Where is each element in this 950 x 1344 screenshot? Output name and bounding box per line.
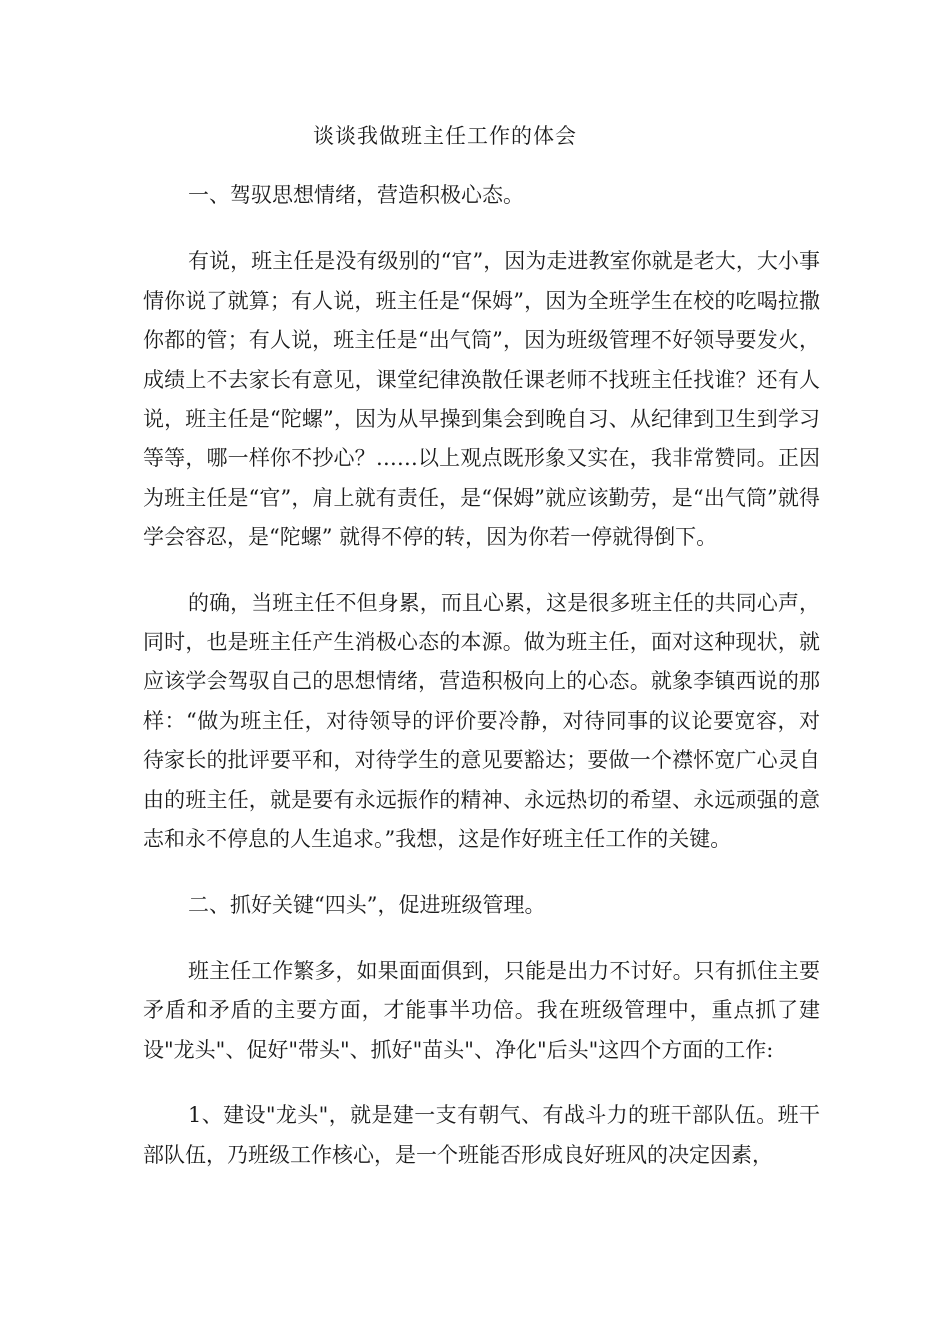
document-body <box>143 176 820 1175</box>
body-paragraph-1: 有说，班主任是没有级别的“官”，因为走进教室你就是老大，大小事情你说了就算；有人说，班主任是“保姆”，因为全班学生在校的吃喝拉撒你都的管；有人说，班主任是“出气筒”，因为班级管理不好领导要发火，成绩上不去家长有意见，课堂纪律涣散任课老师不找班主任找谁？还有人说，班主任是“陀螺”，因为从早操到集会到晚自习、从纪律到卫生到学习等等，哪一样你不抄心？……以上观点既形象又实在，我非常赞同。正因为班主任是“官”，肩上就有责任，是“保姆”就应该勤劳，是“出气筒”就得学会容忍，是“陀螺” 就得不停的转，因为你若一停就得倒下。 <box>143 249 820 550</box>
section-heading-1: 一、驾驭思想情绪，营造积极心态。 <box>188 183 524 207</box>
body-paragraph-2: 的确，当班主任不但身累，而且心累，这是很多班主任的共同心声，同时，也是班主任产生消极心态的本源。做为班主任，面对这种现状，就应该学会驾驭自己的思想情绪，营造积极向上的心态。就象李镇西说的那样：“做为班主任，对待领导的评价要冷静，对待同事的议论要宽容，对待家长的批评要平和，对待学生的意见要豁达；要做一个襟怀宽广心灵自由的班主任，就是要有永远振作的精神、永远热切的希望、永远顽强的意志和永不停息的人生追求。”我想，这是作好班主任工作的关键。 <box>143 590 820 852</box>
body-paragraph-3: 班主任工作繁多，如果面面俱到，只能是出力不讨好。只有抓住主要矛盾和矛盾的主要方面，才能事半功倍。我在班级管理中，重点抓了建设"龙头"、促好"带头"、抓好"苗头"、净化"后头"这四个方面的工作: <box>143 958 820 1062</box>
body-paragraph-4: 1、建设"龙头"，就是建一支有朝气、有战斗力的班干部队伍。班干部队伍，乃班级工作核心，是一个班能否形成良好班风的决定因素， <box>143 1103 820 1167</box>
section-heading-2: 二、抓好关键“四头”，促进班级管理。 <box>188 892 546 917</box>
document-title: 谈谈我做班主任工作的体会 <box>313 124 577 148</box>
